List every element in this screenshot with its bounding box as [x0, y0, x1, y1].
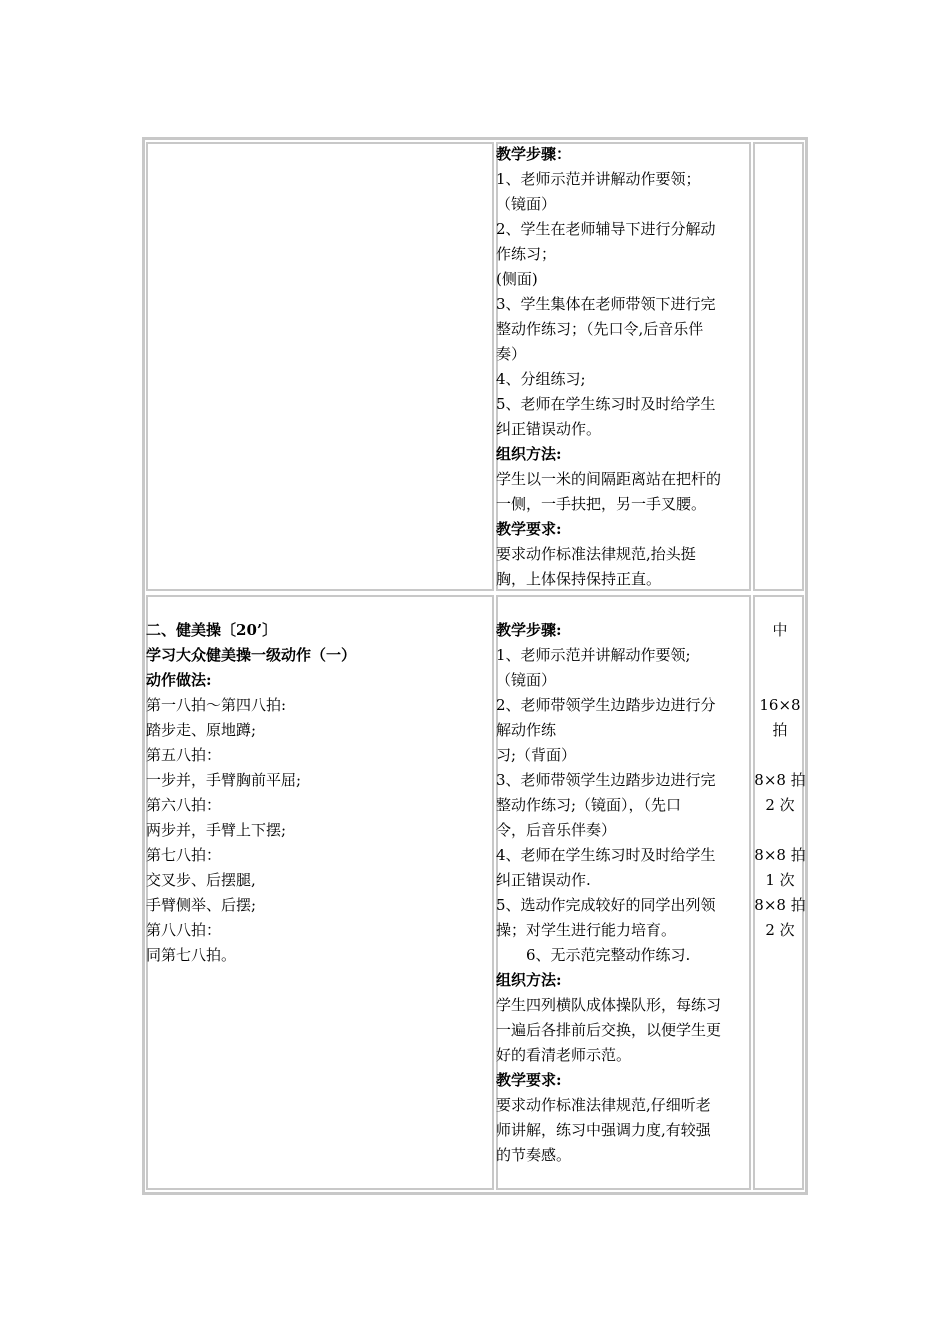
table-row	[145, 142, 805, 591]
load-text-line: 中	[772, 621, 788, 639]
content-text-line: 交叉步、后摆腿,	[146, 871, 256, 889]
load-text-line: 16×8	[759, 696, 801, 714]
method-text-line: 2、老师带领学生边踏步边进行分	[496, 696, 716, 714]
method-text-line: 要求动作标准法律规范,仔细听老	[496, 1096, 711, 1114]
method-text-line: 令，后音乐伴奏）	[496, 821, 617, 839]
content-text-line: 踏步走、原地蹲;	[146, 721, 257, 739]
method-text-line: （镜面）	[496, 671, 557, 689]
load-cell	[753, 142, 804, 591]
method-text-line: 教学步骤：	[496, 145, 572, 163]
method-text-line: 1、老师示范并讲解动作要领；	[496, 170, 701, 188]
method-text-line: 5、选动作完成较好的同学出列领	[496, 896, 716, 914]
load-text-line: 8×8 拍	[754, 846, 806, 864]
load-text-line: 2 次	[765, 796, 795, 814]
method-text-line: 学生以一米的间隔距离站在把杆的	[496, 470, 722, 488]
method-text-line: 操；对学生进行能力培育。	[496, 921, 677, 939]
method-text-line: 胸，上体保持保持正直。	[496, 570, 662, 588]
content-text-line: 同第七八拍。	[146, 946, 237, 964]
method-text-line: 组织方法:	[496, 971, 562, 989]
content-text-line: 学习大众健美操一级动作（一）	[146, 646, 357, 664]
method-text-line: 5、老师在学生练习时及时给学生	[496, 395, 716, 413]
method-text-line: 习;（背面）	[496, 746, 577, 764]
method-text-line: 4、分组练习;	[496, 370, 586, 388]
content-text-line: 手臂侧举、后摆;	[146, 896, 257, 914]
content-text-line: 第五八拍：	[146, 746, 222, 764]
content-text-line: 两步并，手臂上下摆;	[146, 821, 287, 839]
content-text-line: 第八八拍：	[146, 921, 222, 939]
content-text-line: 二、健美操〔20’〕	[146, 621, 278, 639]
content-text-line: 第六八拍：	[146, 796, 222, 814]
method-text-line: 纠正错误动作.	[496, 871, 591, 889]
method-text-line: 教学要求:	[496, 1071, 562, 1089]
method-text-line: 6、无示范完整动作练习.	[526, 946, 691, 964]
load-text-line: 1 次	[765, 871, 795, 889]
method-text-line: 要求动作标准法律规范,抬头挺	[496, 545, 696, 563]
method-text-line: 奏）	[496, 345, 527, 363]
method-text-line: (侧面)	[496, 270, 538, 288]
load-text-line: 8×8 拍	[754, 896, 806, 914]
load-text-line: 8×8 拍	[754, 771, 806, 789]
method-text-line: 组织方法:	[496, 445, 562, 463]
method-text-line: 3、老师带领学生边踏步边进行完	[496, 771, 716, 789]
method-text-line: 2、学生在老师辅导下进行分解动	[496, 220, 716, 238]
method-text-line: 整动作练习;（镜面），（先口	[496, 796, 682, 814]
method-text-line: 解动作练	[496, 721, 557, 739]
method-text-line: 教学要求:	[496, 520, 562, 538]
content-text-line: 第一八拍～第四八拍:	[146, 696, 287, 714]
method-text-line: 师讲解，练习中强调力度,有较强	[496, 1121, 711, 1139]
method-text-line: 纠正错误动作。	[496, 420, 602, 438]
method-text-line: 学生四列横队成体操队形，每练习	[496, 996, 722, 1014]
method-text-line: 作练习；	[496, 245, 557, 263]
content-text-line: 一步并，手臂胸前平屈;	[146, 771, 302, 789]
content-cell	[146, 142, 494, 591]
load-text-line: 拍	[772, 721, 788, 739]
method-text-line: 3、学生集体在老师带领下进行完	[496, 295, 716, 313]
method-text-line: 的节奏感。	[496, 1146, 572, 1164]
load-text-line: 2 次	[765, 921, 795, 939]
method-text-line: 好的看清老师示范。	[496, 1046, 632, 1064]
content-text-line: 第七八拍：	[146, 846, 222, 864]
method-text-line: 一侧，一手扶把，另一手叉腰。	[496, 495, 707, 513]
method-text-line: 4、老师在学生练习时及时给学生	[496, 846, 716, 864]
content-text-line: 动作做法:	[146, 671, 212, 689]
method-text-line: 一遍后各排前后交换，以便学生更	[496, 1021, 722, 1039]
method-text-line: （镜面）	[496, 195, 557, 213]
method-text-line: 整动作练习；（先口令,后音乐伴	[496, 320, 704, 338]
method-text-line: 1、老师示范并讲解动作要领;	[496, 646, 691, 664]
method-text-line: 教学步骤:	[496, 621, 562, 639]
